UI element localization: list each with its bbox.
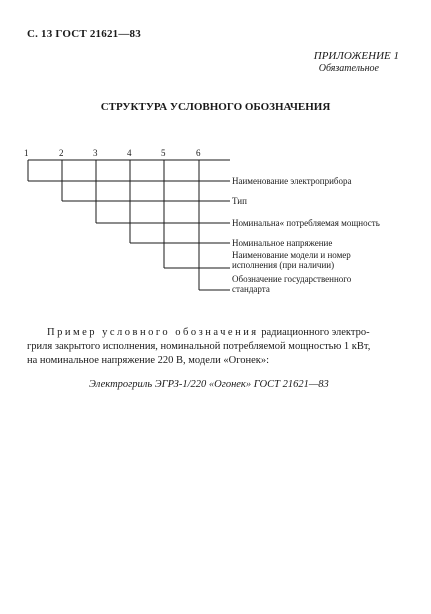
label-rated-voltage: Номинальное напряжение — [232, 238, 333, 248]
position-number-5: 5 — [161, 148, 166, 158]
example-paragraph — [47, 326, 370, 340]
label-appliance-name: Наименование электроприбора — [232, 176, 352, 186]
label-rated-power: Номинальна« потребляемая мощность — [232, 218, 380, 228]
appendix-subtitle: Обязательное — [318, 63, 379, 74]
position-number-2: 2 — [59, 148, 64, 158]
label-model-name: Наименование модели и номер исполнения (при наличии) — [232, 250, 351, 270]
label-type: Тип — [232, 196, 247, 206]
position-number-1: 1 — [24, 148, 29, 158]
example-line-2: гриля закрытого исполнения, номинальной потребляемой мощностью 1 кВт, — [27, 341, 371, 352]
appendix-title: ПРИЛОЖЕНИЕ 1 — [313, 50, 399, 62]
label-state-standard: Обозначение государственного стандарта — [232, 274, 352, 294]
position-number-6: 6 — [196, 148, 201, 158]
position-number-3: 3 — [93, 148, 98, 158]
page-header: С. 13 ГОСТ 21621—83 — [27, 28, 141, 40]
example-designation: Электрогриль ЭГРЗ-1/220 «Огонек» ГОСТ 21621—83 — [89, 379, 329, 390]
section-title: СТРУКТУРА УСЛОВНОГО ОБОЗНАЧЕНИЯ — [100, 101, 331, 113]
example-lead: Пример условного обозначения — [47, 327, 259, 338]
example-line-1: Пример условного обозначения радиационного электро- — [47, 327, 370, 338]
example-line-3: на номинальное напряжение 220 В, модели «Огонек»: — [27, 355, 270, 366]
position-number-4: 4 — [127, 148, 132, 158]
